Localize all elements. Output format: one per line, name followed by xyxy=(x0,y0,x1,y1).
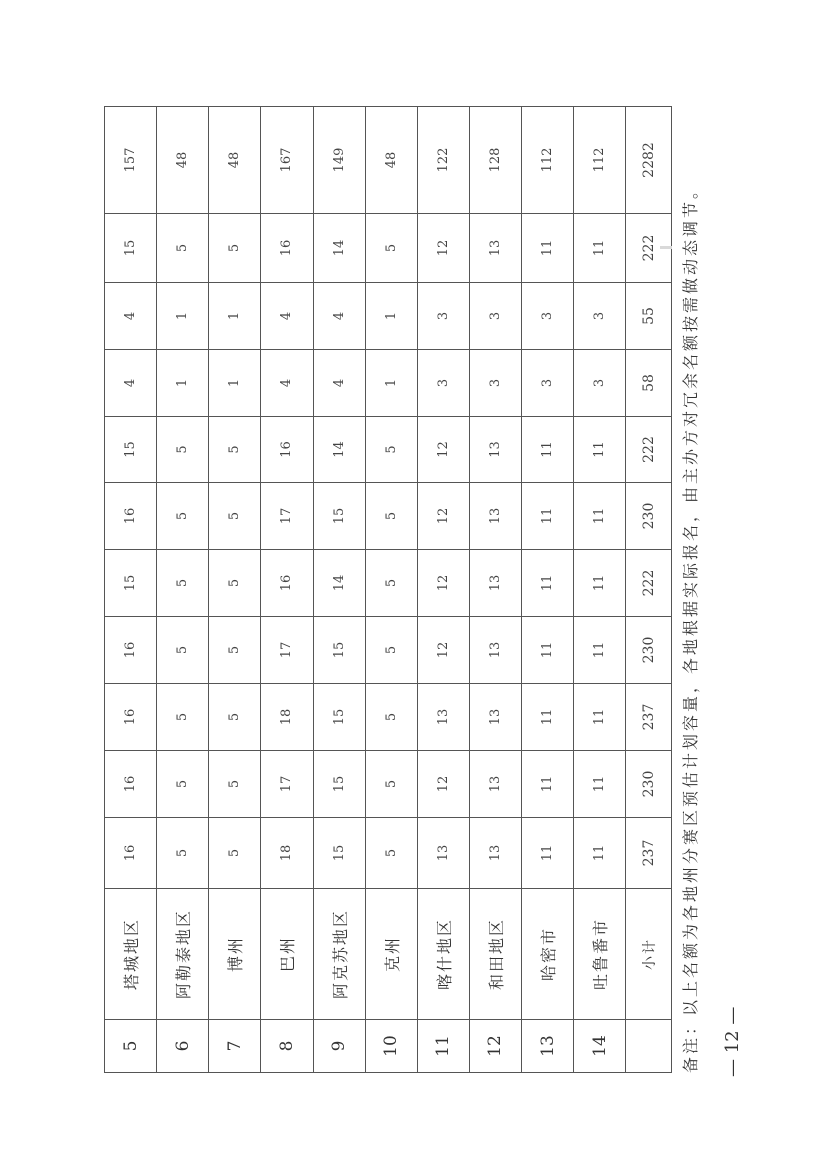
value-cell: 13 xyxy=(469,417,521,483)
value-cell: 5 xyxy=(157,417,209,483)
value-cell: 1 xyxy=(157,283,209,350)
value-cell: 11 xyxy=(574,214,626,283)
value-cell: 5 xyxy=(157,617,209,684)
value-cell: 5 xyxy=(365,684,417,751)
total-value-cell: 230 xyxy=(626,617,672,684)
value-cell: 17 xyxy=(261,751,313,818)
value-cell: 5 xyxy=(209,818,261,889)
row-region-cell: 巴州 xyxy=(261,889,313,1020)
value-cell: 5 xyxy=(365,617,417,684)
value-cell: 5 xyxy=(209,751,261,818)
value-cell: 5 xyxy=(209,483,261,550)
table-row xyxy=(157,107,209,1073)
total-value-cell: 237 xyxy=(626,684,672,751)
value-cell: 5 xyxy=(365,751,417,818)
value-cell: 14 xyxy=(313,550,365,617)
row-seq-cell: 13 xyxy=(522,1020,574,1073)
total-value-cell: 237 xyxy=(626,818,672,889)
value-cell: 12 xyxy=(417,214,469,283)
page-number: — 12 — xyxy=(722,1006,743,1077)
value-cell: 15 xyxy=(313,751,365,818)
value-cell: 3 xyxy=(574,350,626,417)
value-cell: 5 xyxy=(209,550,261,617)
value-cell: 15 xyxy=(105,214,157,283)
value-cell: 149 xyxy=(313,107,365,214)
table-row xyxy=(522,107,574,1073)
row-region-cell: 博州 xyxy=(209,889,261,1020)
value-cell: 13 xyxy=(469,751,521,818)
value-cell: 48 xyxy=(157,107,209,214)
quota-table xyxy=(104,106,672,1073)
value-cell: 5 xyxy=(157,751,209,818)
value-cell: 5 xyxy=(157,684,209,751)
value-cell: 1 xyxy=(209,350,261,417)
value-cell: 5 xyxy=(209,684,261,751)
value-cell: 15 xyxy=(313,818,365,889)
total-value-cell: 222 xyxy=(626,214,672,283)
value-cell: 1 xyxy=(365,350,417,417)
value-cell: 112 xyxy=(522,107,574,214)
value-cell: 11 xyxy=(574,550,626,617)
total-value-cell: 58 xyxy=(626,350,672,417)
total-seq-cell xyxy=(626,1020,672,1073)
table-row xyxy=(417,107,469,1073)
value-cell: 16 xyxy=(105,617,157,684)
value-cell: 11 xyxy=(522,818,574,889)
value-cell: 1 xyxy=(365,283,417,350)
value-cell: 1 xyxy=(157,350,209,417)
value-cell: 12 xyxy=(417,550,469,617)
value-cell: 16 xyxy=(105,684,157,751)
value-cell: 5 xyxy=(157,483,209,550)
value-cell: 15 xyxy=(313,483,365,550)
row-region-cell: 阿克苏地区 xyxy=(313,889,365,1020)
value-cell: 11 xyxy=(522,483,574,550)
value-cell: 15 xyxy=(105,417,157,483)
total-row xyxy=(626,107,672,1073)
row-region-cell: 喀什地区 xyxy=(417,889,469,1020)
table-row xyxy=(261,107,313,1073)
value-cell: 11 xyxy=(522,417,574,483)
value-cell: 11 xyxy=(522,617,574,684)
value-cell: 12 xyxy=(417,483,469,550)
value-cell: 3 xyxy=(469,350,521,417)
value-cell: 5 xyxy=(157,214,209,283)
value-cell: 16 xyxy=(105,818,157,889)
value-cell: 16 xyxy=(261,417,313,483)
value-cell: 13 xyxy=(469,550,521,617)
value-cell: 4 xyxy=(105,350,157,417)
row-region-cell: 和田地区 xyxy=(469,889,521,1020)
value-cell: 157 xyxy=(105,107,157,214)
value-cell: 5 xyxy=(209,617,261,684)
value-cell: 5 xyxy=(365,818,417,889)
value-cell: 11 xyxy=(522,214,574,283)
value-cell: 11 xyxy=(574,417,626,483)
row-seq-cell: 9 xyxy=(313,1020,365,1073)
note-text: 备注：以上名额为各地州分赛区预估计划容量，各地根据实际报名，由主办方对冗余名额按需做动态调节。 xyxy=(681,179,700,1073)
row-region-cell: 吐鲁番市 xyxy=(574,889,626,1020)
total-value-cell: 2282 xyxy=(626,107,672,214)
value-cell: 11 xyxy=(574,617,626,684)
value-cell: 122 xyxy=(417,107,469,214)
value-cell: 3 xyxy=(522,283,574,350)
row-region-cell: 哈密市 xyxy=(522,889,574,1020)
value-cell: 1 xyxy=(209,283,261,350)
value-cell: 12 xyxy=(417,751,469,818)
total-value-cell: 222 xyxy=(626,550,672,617)
value-cell: 18 xyxy=(261,684,313,751)
value-cell: 3 xyxy=(417,283,469,350)
value-cell: 5 xyxy=(209,417,261,483)
row-seq-cell: 7 xyxy=(209,1020,261,1073)
value-cell: 13 xyxy=(417,684,469,751)
value-cell: 3 xyxy=(522,350,574,417)
scan-mark xyxy=(660,246,672,249)
value-cell: 48 xyxy=(365,107,417,214)
value-cell: 5 xyxy=(209,214,261,283)
value-cell: 16 xyxy=(261,214,313,283)
value-cell: 16 xyxy=(105,483,157,550)
value-cell: 48 xyxy=(209,107,261,214)
value-cell: 5 xyxy=(365,483,417,550)
value-cell: 13 xyxy=(469,818,521,889)
value-cell: 16 xyxy=(105,751,157,818)
total-value-cell: 230 xyxy=(626,483,672,550)
value-cell: 5 xyxy=(365,417,417,483)
value-cell: 14 xyxy=(313,417,365,483)
value-cell: 167 xyxy=(261,107,313,214)
value-cell: 11 xyxy=(574,684,626,751)
value-cell: 5 xyxy=(157,550,209,617)
row-seq-cell: 14 xyxy=(574,1020,626,1073)
total-value-cell: 222 xyxy=(626,417,672,483)
row-region-cell: 阿勒泰地区 xyxy=(157,889,209,1020)
value-cell: 13 xyxy=(469,684,521,751)
value-cell: 11 xyxy=(522,684,574,751)
value-cell: 17 xyxy=(261,617,313,684)
table-row xyxy=(209,107,261,1073)
value-cell: 4 xyxy=(105,283,157,350)
value-cell: 3 xyxy=(574,283,626,350)
value-cell: 15 xyxy=(313,617,365,684)
row-region-cell: 克州 xyxy=(365,889,417,1020)
value-cell: 16 xyxy=(261,550,313,617)
value-cell: 4 xyxy=(313,350,365,417)
value-cell: 112 xyxy=(574,107,626,214)
value-cell: 128 xyxy=(469,107,521,214)
value-cell: 4 xyxy=(261,350,313,417)
value-cell: 15 xyxy=(105,550,157,617)
value-cell: 12 xyxy=(417,617,469,684)
value-cell: 17 xyxy=(261,483,313,550)
value-cell: 5 xyxy=(365,214,417,283)
value-cell: 11 xyxy=(522,550,574,617)
total-label-cell: 小计 xyxy=(626,889,672,1020)
value-cell: 13 xyxy=(469,617,521,684)
value-cell: 13 xyxy=(417,818,469,889)
value-cell: 12 xyxy=(417,417,469,483)
value-cell: 14 xyxy=(313,214,365,283)
row-seq-cell: 10 xyxy=(365,1020,417,1073)
table-row xyxy=(365,107,417,1073)
value-cell: 11 xyxy=(522,751,574,818)
value-cell: 5 xyxy=(157,818,209,889)
value-cell: 11 xyxy=(574,483,626,550)
value-cell: 13 xyxy=(469,214,521,283)
row-seq-cell: 6 xyxy=(157,1020,209,1073)
row-seq-cell: 8 xyxy=(261,1020,313,1073)
table-row xyxy=(105,107,157,1073)
value-cell: 11 xyxy=(574,751,626,818)
total-value-cell: 55 xyxy=(626,283,672,350)
value-cell: 13 xyxy=(469,483,521,550)
value-cell: 18 xyxy=(261,818,313,889)
row-region-cell: 塔城地区 xyxy=(105,889,157,1020)
value-cell: 3 xyxy=(469,283,521,350)
value-cell: 5 xyxy=(365,550,417,617)
row-seq-cell: 11 xyxy=(417,1020,469,1073)
value-cell: 4 xyxy=(261,283,313,350)
value-cell: 11 xyxy=(574,818,626,889)
table-row xyxy=(313,107,365,1073)
table-row xyxy=(469,107,521,1073)
value-cell: 3 xyxy=(417,350,469,417)
row-seq-cell: 12 xyxy=(469,1020,521,1073)
table-row xyxy=(574,107,626,1073)
value-cell: 4 xyxy=(313,283,365,350)
total-value-cell: 230 xyxy=(626,751,672,818)
value-cell: 15 xyxy=(313,684,365,751)
row-seq-cell: 5 xyxy=(105,1020,157,1073)
